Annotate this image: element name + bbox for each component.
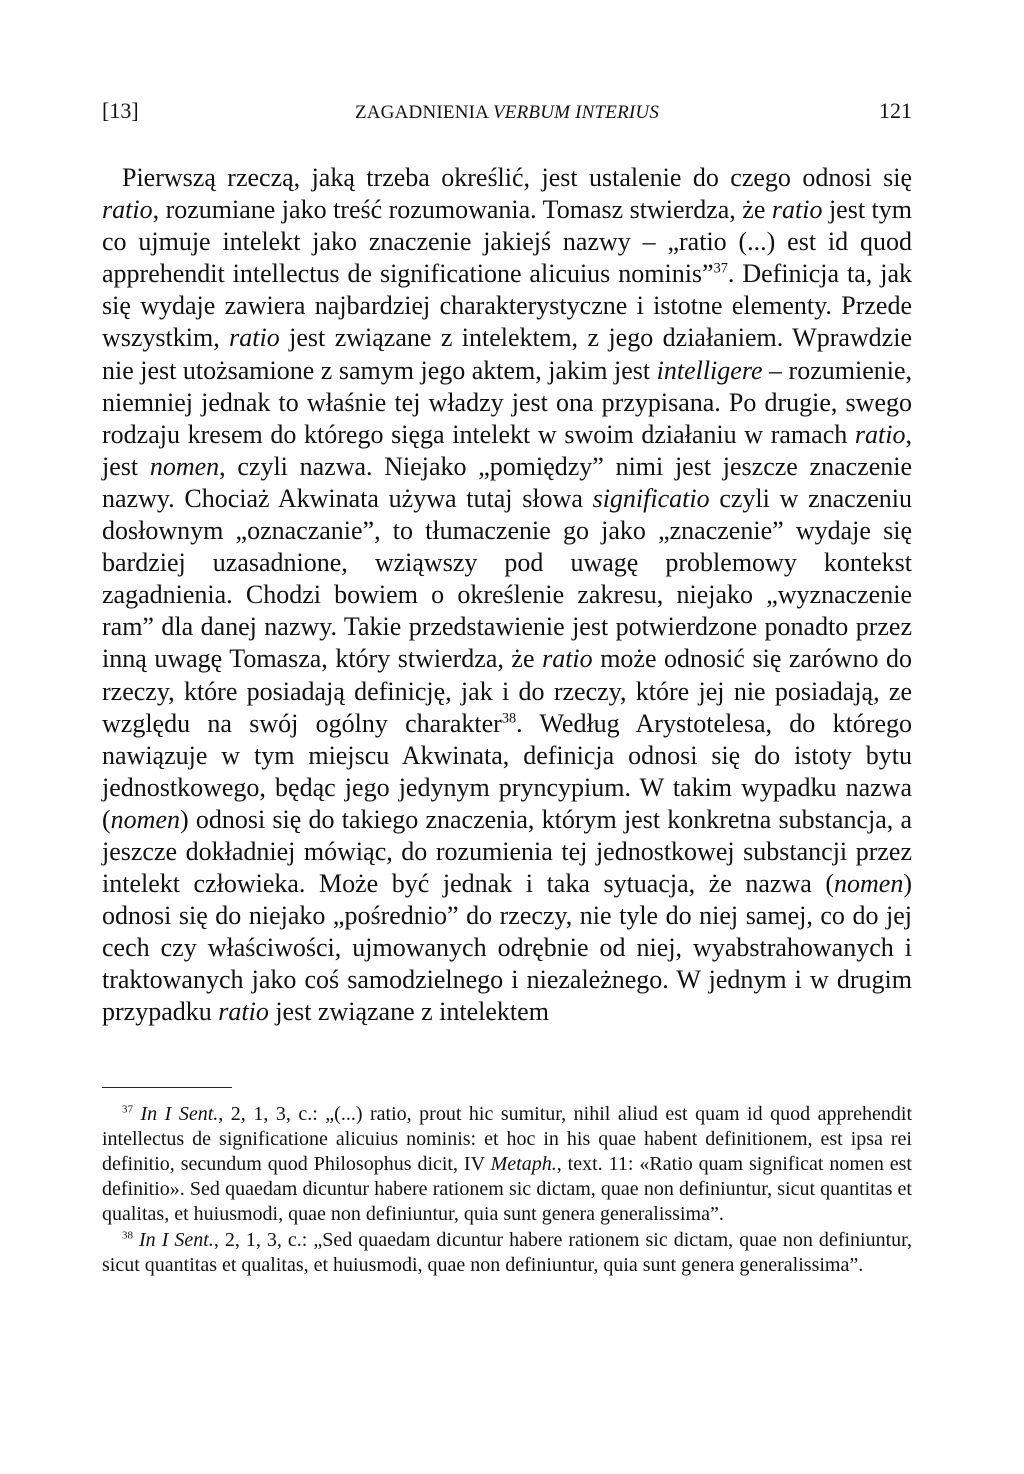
italic-span: ratio — [102, 195, 153, 225]
italic-span: Metaph. — [490, 1152, 557, 1175]
italic-span: significatio — [592, 483, 710, 513]
body-paragraph — [102, 162, 912, 1029]
running-title-prefix: ZAGADNIENIA — [354, 102, 489, 123]
text-span: , czyli nazwa. Niejako „pomiędzy” nimi jest jeszcze znaczenie nazwy. Chociaż Akwinata używa tutaj słowa — [102, 451, 912, 513]
italic-span: ratio — [542, 644, 593, 674]
footnote-38 — [102, 1228, 912, 1278]
text-span: ) odnosi się do niejako „pośrednio” do rzeczy, nie tyle do niej samej, co do jej cech czy właściwości, ujmowanych odrębnie od niej, wyabstrahowanych i traktowanych jako coś samodzielnego i niezależnego. W jednym i w drugim przypadku — [102, 869, 912, 1027]
text-span: czyli w znaczeniu dosłownym „oznaczanie”, to tłumaczenie go jako „znaczenie” wydaje się bardziej uzasadnione, wziąwszy pod uwagę problemowy kontekst zagadnienia. Chodzi bowiem o określenie zakresu, niejako „wyznaczenie ram” dla danej nazwy. Takie przedstawienie jest potwierdzone ponadto przez inną uwagę Tomasza, który stwierdza, że — [102, 483, 912, 674]
text-span: może odnosić się zarówno do rzeczy, które posiadają definicję, jak i do rzeczy, które jej nie posiadają, ze względu na swój ogólny charakter — [102, 644, 912, 738]
footnotes — [102, 1102, 912, 1278]
italic-span: In I Sent. — [133, 1102, 219, 1125]
footnote-ref: 38 — [122, 1228, 133, 1241]
footnote-37 — [102, 1102, 912, 1228]
text-span: – rozumienie, niemniej jednak to właśnie tej władzy jest ona przypisana. Po drugie, swego rodzaju kresem do którego sięga intelekt w swoim działaniu w ramach — [102, 355, 913, 449]
text-span: Pierwszą rzeczą, jaką trzeba określić, jest ustalenie do czego odnosi się — [122, 163, 912, 192]
text-span: . Definicja ta, jak się wydaje zawiera najbardziej charakterystyczne i istotne elementy. Przede wszystkim, — [102, 259, 912, 353]
text-span: , 2, 1, 3, c.: „(...) ratio, prout hic sumitur, nihil aliud est quam id quod apprehendit intellectus de significatione alicuius nominis: et hoc in his quae habent definitionem, est ipsa rei definitio, secundum quod Philosophus dicit, IV — [102, 1102, 912, 1175]
footnote-ref: 38 — [501, 709, 517, 726]
italic-span: ratio — [771, 195, 823, 225]
text-span: , jest — [102, 419, 912, 481]
running-title-italic: VERBUM INTERIUS — [492, 102, 660, 123]
page-number: 121 — [879, 98, 912, 123]
italic-span: ratio — [854, 419, 906, 449]
italic-span: ratio — [229, 323, 280, 353]
text-span: . Według Arystotelesa, do którego nawiązuje w tym miejscu Akwinata, definicja odnosi się do istoty bytu jednostkowego, będąc jego jedynym pryncypium. W takim wypadku nazwa ( — [102, 708, 912, 834]
running-head — [102, 96, 912, 136]
text-span: jest tym co ujmuje intelekt jako znaczenie jakiejś nazwy – „ratio (...) est id quod apprehendit intellectus de significatione alicuius nominis” — [102, 195, 913, 289]
text-span: , 2, 1, 3, c.: „Sed quaedam dicuntur habere rationem sic dictam, quae non definiuntur, sicut quantitas et qualitas, et huiusmodi, quae non definiuntur, quia sunt genera generalissima”. — [102, 1228, 913, 1276]
italic-span: intelligere — [656, 355, 763, 385]
running-title — [102, 98, 912, 128]
italic-span: ratio — [218, 997, 269, 1027]
text-span: jest związane z intelektem — [268, 997, 549, 1027]
text-span: jest związane z intelektem, z jego działaniem. Wprawdzie nie jest utożsamione z samym jego aktem, jakim jest — [102, 323, 912, 385]
page — [102, 96, 912, 1278]
footnote-ref: 37 — [713, 260, 728, 277]
footnote-ref: 37 — [122, 1102, 133, 1115]
italic-span: In I Sent. — [133, 1228, 214, 1251]
italic-span: nomen — [149, 451, 220, 481]
italic-span: nomen — [834, 869, 904, 899]
italic-span: nomen — [110, 804, 180, 834]
text-span: , rozumiane jako treść rozumowania. Tomasz stwierdza, że — [152, 195, 772, 225]
footnote-divider — [102, 1087, 232, 1088]
section-number: [13] — [102, 98, 139, 123]
text-span: , text. 11: «Ratio quam significat nomen est definitio». Sed quaedam dicuntur habere rationem sic dictam, quae non definiuntur, sicut quantitas et qualitas, et huiusmodi, quae non definiuntur, quia sunt genera generalissima”. — [102, 1152, 912, 1226]
text-span: ) odnosi się do takiego znaczenia, którym jest konkretna substancja, a jeszcze dokładniej mówiąc, do rozumienia tej jednostkowej substancji przez intelekt człowieka. Może być jednak i taka sytuacja, że nazwa ( — [102, 804, 912, 899]
